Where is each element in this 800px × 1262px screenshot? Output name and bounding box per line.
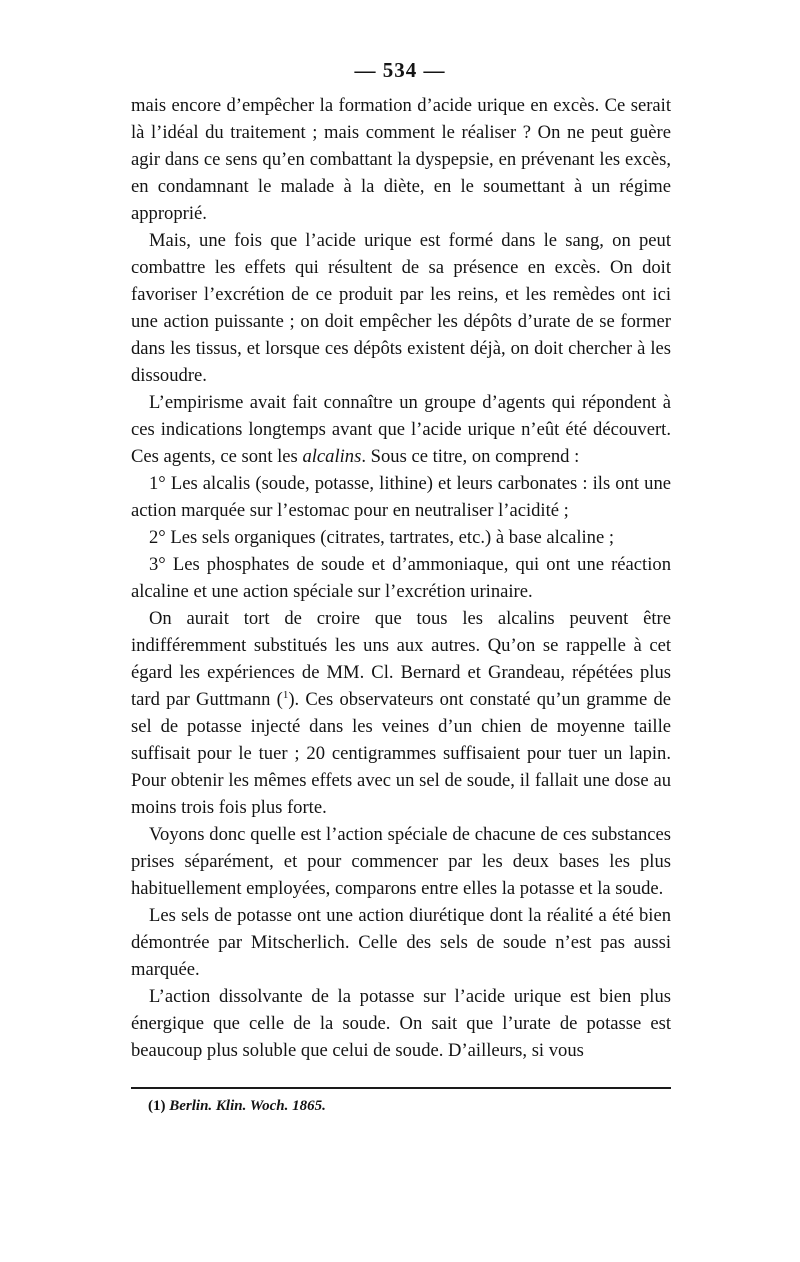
paragraph-3-text-start: L’empirisme avait fait connaître un groupe d’agents qui répondent à ces indications longtemps avant que l’acide urique n’eût été découvert. Ces agents, ce sont les bbox=[131, 392, 671, 467]
paragraph-5: Voyons donc quelle est l’action spéciale de chacune de ces substances prises séparément, et pour commencer par les deux bases les plus habituellement employées, comparons entre elles la potasse et la soude. bbox=[131, 824, 671, 899]
list-item-2: 2° Les sels organiques (citrates, tartrates, etc.) à base alcaline ; bbox=[149, 527, 615, 548]
body-text bbox=[131, 92, 671, 1064]
paragraph-4-text-end: ). Ces observateurs ont constaté qu’un gramme de sel de potasse injecté dans les veines d’un chien de moyenne taille suffisait pour le tuer ; 20 centigrammes suffisaient pour tuer un lapin. Pour obtenir les mêmes effets avec un sel de soude, il fallait une dose au moins trois fois plus forte. bbox=[131, 689, 671, 818]
list-item-1: 1° Les alcalis (soude, potasse, lithine) et leurs carbonates : ils ont une action marquée sur l’estomac pour en neutraliser l’acidité ; bbox=[131, 473, 671, 521]
paragraph-6: Les sels de potasse ont une action diurétique dont la réalité a été bien démontrée par Mitscherlich. Celle des sels de soude n’est pas aussi marquée. bbox=[131, 905, 671, 980]
paragraph-1: mais encore d’empêcher la formation d’acide urique en excès. Ce serait là l’idéal du traitement ; mais comment le réaliser ? On ne peut guère agir dans ce sens qu’en combattant la dyspepsie, en prévenant les excès, en condamnant le malade à la diète, en le soumettant à un régime approprié. bbox=[131, 95, 671, 224]
page-number: — 534 — bbox=[354, 58, 446, 82]
paragraph-4-text-start: On aurait tort de croire que tous les alcalins peuvent être indifféremment substitués les uns aux autres. Qu’on se rappelle à cet égard les expériences de MM. Cl. Bernard et Grandeau, répétées plus tard par Guttmann ( bbox=[131, 608, 671, 710]
paragraph-3-text-end: . Sous ce titre, on comprend : bbox=[361, 446, 580, 467]
footnote bbox=[148, 1096, 668, 1116]
paragraph-7: L’action dissolvante de la potasse sur l’acide urique est bien plus énergique que celle de la soude. On sait que l’urate de potasse est beaucoup plus soluble que celui de soude. D’ailleurs, si vous bbox=[131, 986, 671, 1061]
footnote-reference: 1 bbox=[282, 688, 289, 701]
list-item-3: 3° Les phosphates de soude et d’ammoniaque, qui ont une réaction alcaline et une action spéciale sur l’excrétion urinaire. bbox=[131, 554, 671, 602]
paragraph-2: Mais, une fois que l’acide urique est formé dans le sang, on peut combattre les effets qui résultent de sa présence en excès. On doit favoriser l’excrétion de ce produit par les reins, et les remèdes ont ici une action puissante ; on doit empêcher les dépôts d’urate de se former dans les tissus, et lorsque ces dépôts existent déjà, on doit chercher à les dissoudre. bbox=[131, 230, 671, 386]
footnote-divider bbox=[131, 1087, 671, 1089]
footnote-marker: (1) bbox=[148, 1098, 166, 1114]
footnote-citation: Berlin. Klin. Woch. 1865. bbox=[169, 1098, 326, 1114]
paragraph-3 bbox=[131, 389, 671, 470]
paragraph-4 bbox=[131, 605, 671, 821]
alcalins-emphasis: alcalins bbox=[302, 446, 362, 467]
